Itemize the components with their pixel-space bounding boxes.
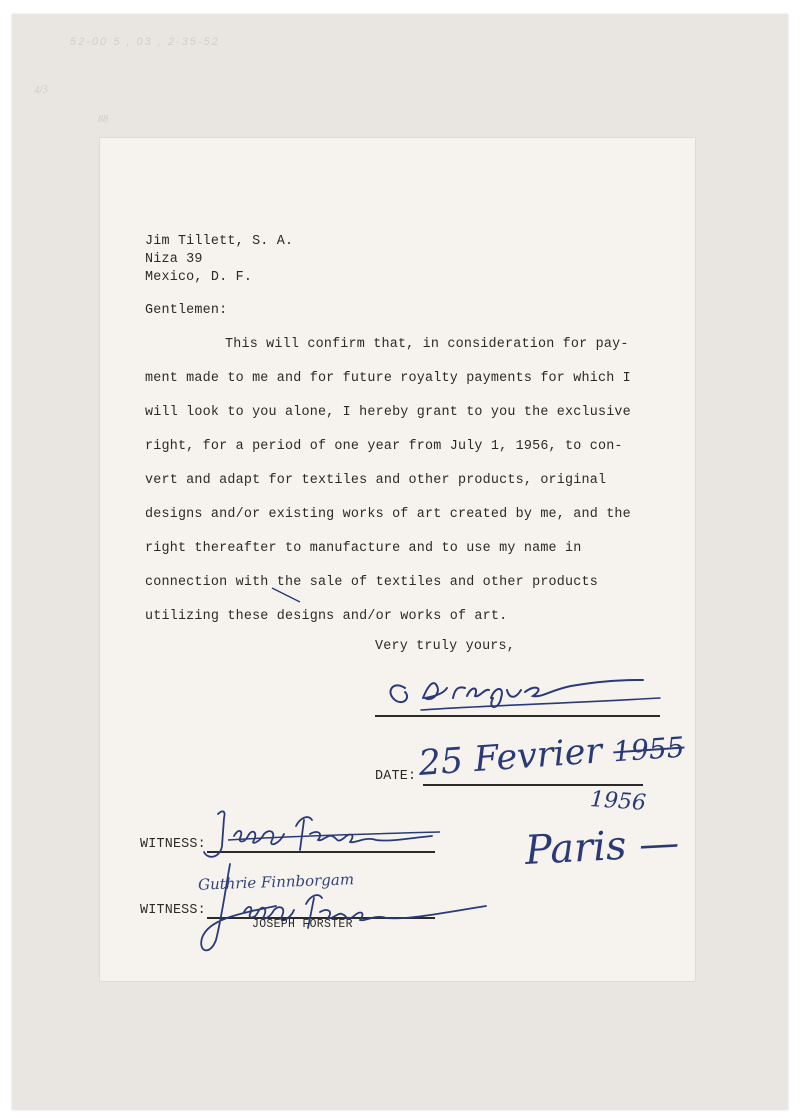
body-line: right thereafter to manufacture and to use my name in bbox=[145, 541, 582, 556]
body-line: will look to you alone, I hereby grant to you the exclusive bbox=[145, 405, 631, 420]
body-line: ment made to me and for future royalty payments for which I bbox=[145, 371, 631, 386]
archive-pencil-marking-left: 4/3 bbox=[33, 83, 49, 97]
addressee-line: Mexico, D. F. bbox=[145, 270, 253, 285]
body-line: connection with the sale of textiles and other products bbox=[145, 575, 598, 590]
witness-printed-name: JOSEPH FORSTER bbox=[252, 918, 353, 931]
handwritten-place: Paris — bbox=[523, 819, 681, 875]
handwritten-date bbox=[417, 726, 685, 784]
closing-phrase: Very truly yours, bbox=[375, 639, 516, 654]
signature-line bbox=[375, 715, 660, 717]
body-line: utilizing these designs and/or works of art. bbox=[145, 609, 508, 624]
struck-year: 1955 bbox=[612, 730, 686, 769]
archive-pencil-marking: 52-00 5 , 03 , 2-35-52 bbox=[70, 36, 220, 48]
archive-pencil-note: 88 bbox=[98, 114, 108, 125]
addressee-line: Jim Tillett, S. A. bbox=[145, 234, 294, 249]
salutation: Gentlemen: bbox=[145, 303, 228, 318]
handwritten-date-day-month: 25 Fevrier bbox=[417, 731, 604, 784]
letter-sheet bbox=[100, 138, 695, 981]
corrected-year: 1956 bbox=[589, 787, 647, 816]
witness-label: WITNESS: bbox=[140, 903, 206, 918]
date-line bbox=[423, 784, 643, 786]
addressee-line: Niza 39 bbox=[145, 252, 203, 267]
handwritten-place-name: Paris bbox=[523, 822, 628, 875]
witness-handwritten-name: Guthrie Finnborgam bbox=[197, 870, 355, 894]
witness-label: WITNESS: bbox=[140, 837, 206, 852]
stray-pen-mark bbox=[270, 584, 310, 608]
body-line: designs and/or existing works of art created by me, and the bbox=[145, 507, 631, 522]
body-line: vert and adapt for textiles and other products, original bbox=[145, 473, 607, 488]
body-line: right, for a period of one year from July 1, 1956, to con- bbox=[145, 439, 623, 454]
witness-2-signature bbox=[196, 856, 516, 960]
date-label: DATE: bbox=[375, 769, 417, 784]
braque-signature bbox=[375, 658, 675, 718]
body-line: This will confirm that, in consideration for pay- bbox=[225, 337, 629, 352]
